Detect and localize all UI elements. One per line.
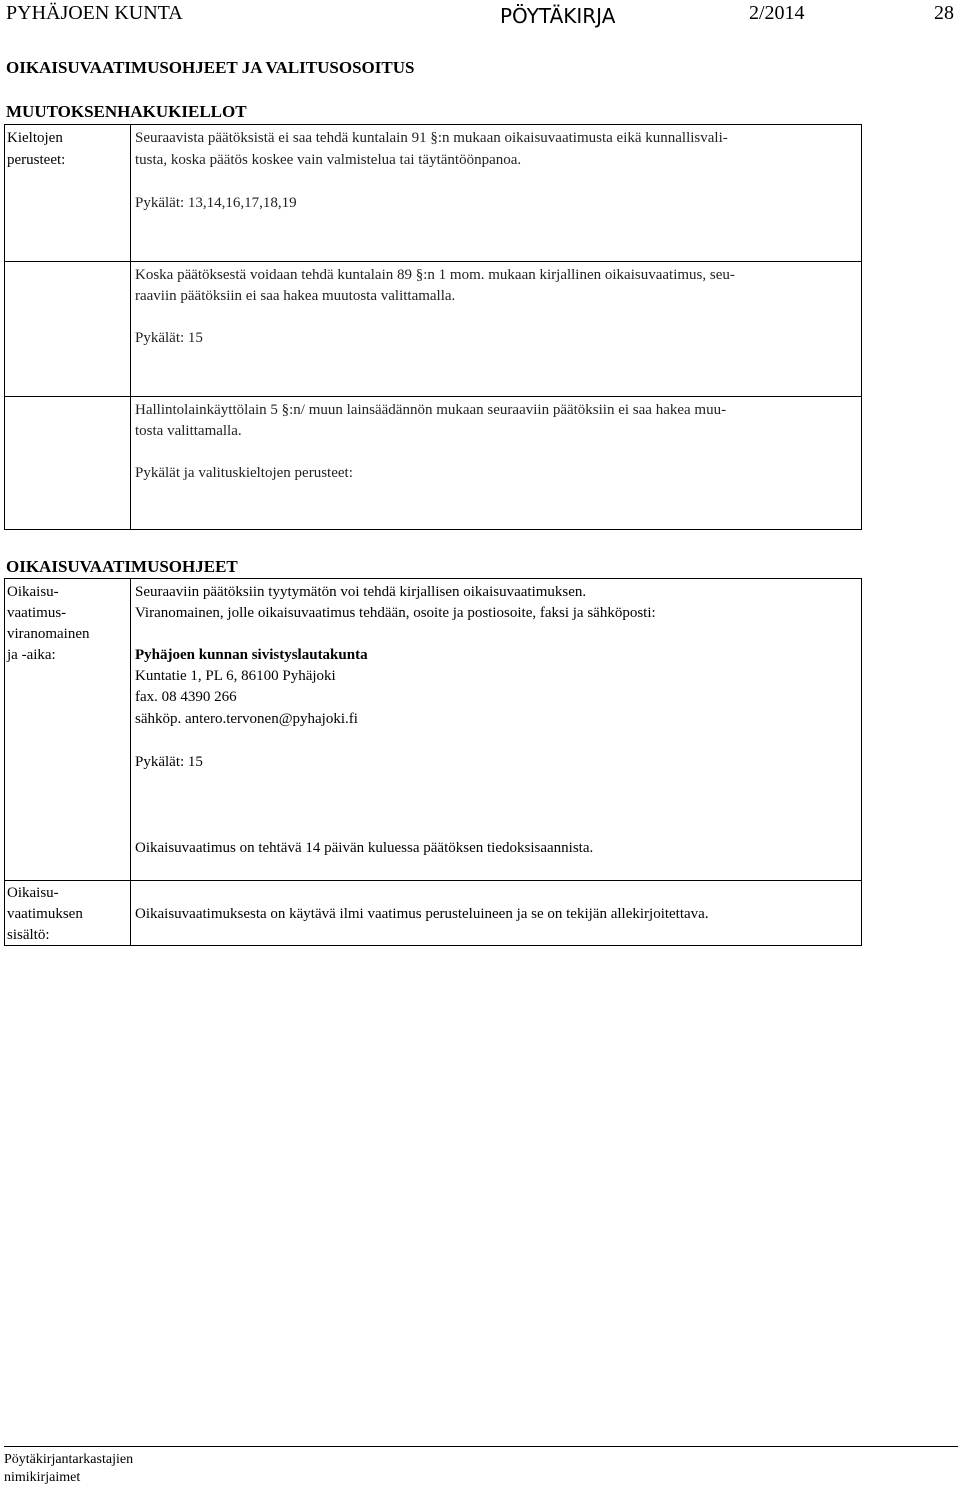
instructions-label1-line1: Oikaisu- (7, 584, 59, 600)
restrictions-table (4, 124, 862, 530)
footer-line1: Pöytäkirjantarkastajien (4, 1452, 134, 1467)
instructions-heading: OIKAISUVAATIMUSOHJEET (6, 557, 238, 576)
header-doc-type: PÖYTÄKIRJA (500, 4, 616, 28)
authority-name: Pyhäjoen kunnan sivistyslautakunta (135, 647, 368, 663)
document-title: OIKAISUVAATIMUSOHJEET JA VALITUSOSOITUS (6, 58, 415, 77)
instructions-line1: Seuraaviin päätöksiin tyytymätön voi tehdä kirjallisen oikaisuvaatimuksen. (135, 584, 587, 600)
restriction-p3-sections: Pykälät ja valituskieltojen perusteet: (135, 465, 353, 481)
authority-address: Kuntatie 1, PL 6, 86100 Pyhäjoki (135, 668, 336, 684)
restriction-p2-line2: raaviin päätöksiin ei saa hakea muutosta valittamalla. (135, 288, 456, 304)
instructions-label2-line1: Oikaisu- (7, 885, 59, 901)
authority-email: sähköp. antero.tervonen@pyhajoki.fi (135, 711, 358, 727)
restrictions-heading: MUUTOKSENHAKUKIELLOT (6, 102, 247, 121)
instructions-column-divider (130, 578, 131, 946)
footer-line2: nimikirjaimet (4, 1470, 81, 1485)
restrictions-label-line2: perusteet: (7, 152, 66, 168)
restriction-p1-line2: tusta, koska päätös koskee vain valmistelua tai täytäntöönpanoa. (135, 152, 522, 168)
instructions-label1-line3: viranomainen (7, 626, 90, 642)
instructions-table (4, 578, 862, 946)
restriction-p2-line1: Koska päätöksestä voidaan tehdä kuntalain 89 §:n 1 mom. mukaan kirjallinen oikaisuvaatimus, seu- (135, 267, 735, 283)
restriction-p3-line2: tosta valittamalla. (135, 423, 242, 439)
restriction-p1-sections: Pykälät: 13,14,16,17,18,19 (135, 195, 297, 211)
restrictions-label-line1: Kieltojen (7, 130, 63, 146)
instructions-label1-line4: ja -aika: (7, 647, 56, 663)
header-issue: 2/2014 (749, 2, 805, 24)
instructions-label2-line3: sisältö: (7, 927, 50, 943)
restriction-p2-sections: Pykälät: 15 (135, 330, 203, 346)
restriction-p1-line1: Seuraavista päätöksistä ei saa tehdä kuntalain 91 §:n mukaan oikaisuvaatimusta eikä kunnallisvali- (135, 130, 728, 146)
restrictions-row-divider-1 (4, 261, 862, 262)
restrictions-row-divider-2 (4, 396, 862, 397)
instructions-sections: Pykälät: 15 (135, 754, 203, 770)
footer-rule (4, 1446, 958, 1447)
instructions-deadline: Oikaisuvaatimus on tehtävä 14 päivän kuluessa päätöksen tiedoksisaannista. (135, 840, 594, 856)
instructions-label1-line2: vaatimus- (7, 605, 67, 621)
restriction-p3-line1: Hallintolainkäyttölain 5 §:n/ muun lainsäädännön mukaan seuraaviin päätöksiin ei saa hakea muu- (135, 402, 727, 418)
authority-fax: fax. 08 4390 266 (135, 689, 237, 705)
restrictions-column-divider (130, 124, 131, 530)
instructions-label2-line2: vaatimuksen (7, 906, 83, 922)
instructions-row-divider (4, 880, 862, 881)
instructions-content: Oikaisuvaatimuksesta on käytävä ilmi vaatimus perusteluineen ja se on tekijän allekirjoitettava. (135, 906, 709, 922)
instructions-line2: Viranomainen, jolle oikaisuvaatimus tehdään, osoite ja postiosoite, faksi ja sähköposti: (135, 605, 656, 621)
header-page-number: 28 (934, 2, 954, 24)
header-municipality: PYHÄJOEN KUNTA (6, 2, 183, 24)
